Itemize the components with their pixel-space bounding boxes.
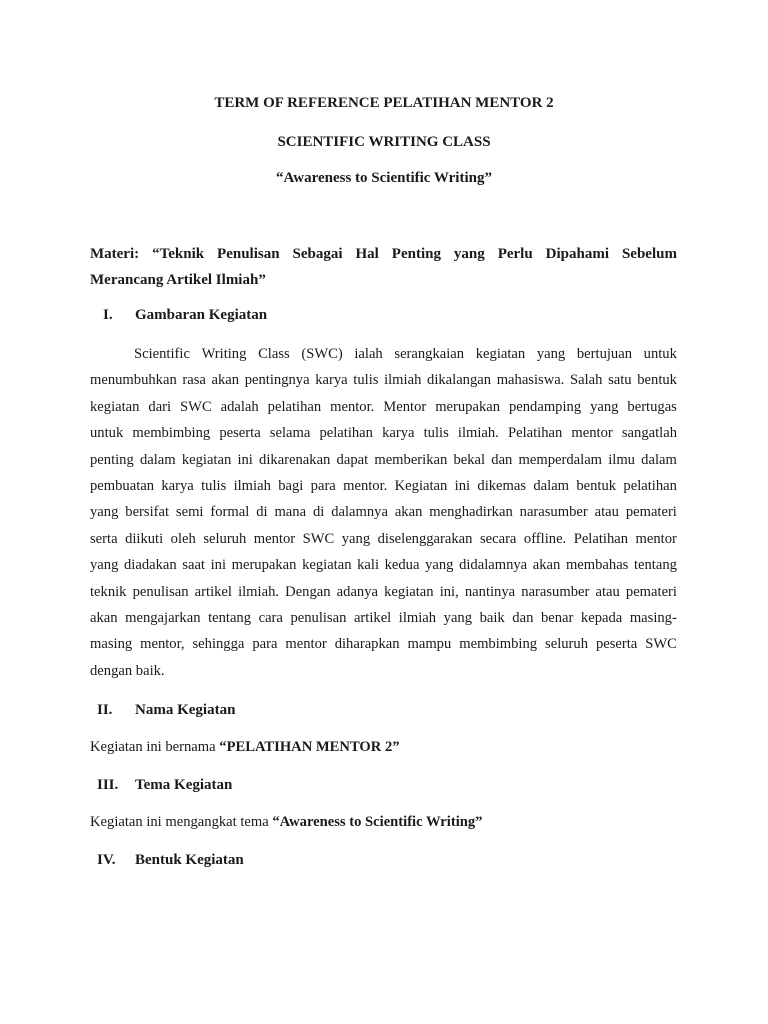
paragraph-line: teknik penulisan artikel ilmiah. Dengan adanya kegiatan ini, nantinya narasumber atau pemateri <box>90 583 677 600</box>
section-title: Tema Kegiatan <box>135 777 233 793</box>
materi-word: Penting <box>391 246 441 262</box>
section-title: Bentuk Kegiatan <box>135 852 244 868</box>
paragraph-line: serta diikuti oleh seluruh mentor SWC yang diselenggarakan secara offline. Pelatihan mentor <box>90 530 677 547</box>
paragraph-line: akan mengajarkan tentang cara penulisan artikel ilmiah yang baik dan benar kepada masing- <box>90 609 677 626</box>
tema-kegiatan-text <box>90 812 482 832</box>
materi-label: Materi: <box>90 246 140 262</box>
tema-prefix: Kegiatan ini mengangkat tema <box>90 814 273 830</box>
paragraph-line: kegiatan dari SWC adalah pelatihan mentor. Mentor merupakan pendamping yang bertugas <box>90 398 677 415</box>
document-tagline: “Awareness to Scientific Writing” <box>276 170 492 186</box>
materi-word: Hal <box>355 246 379 262</box>
paragraph-line: penting dalam kegiatan ini dikarenakan dapat memberikan bekal dan memperdalam ilmu dalam <box>90 451 677 468</box>
document-subtitle: SCIENTIFIC WRITING CLASS <box>277 134 491 150</box>
section-title: Gambaran Kegiatan <box>135 307 268 323</box>
paragraph-line: untuk membimbing peserta selama pelatihan karya tulis ilmiah. Pelatihan mentor sangatlah <box>90 425 677 442</box>
materi-line-2: Merancang Artikel Ilmiah” <box>90 272 266 288</box>
paragraph-line: Scientific Writing Class (SWC) ialah serangkaian kegiatan yang bertujuan untuk <box>134 346 677 362</box>
section-number: II. <box>97 702 113 718</box>
section-number: I. <box>103 307 113 323</box>
section-heading-tema <box>97 775 232 795</box>
materi-block <box>90 241 677 293</box>
paragraph-line: dengan baik. <box>90 662 165 679</box>
section-number: IV. <box>97 852 116 868</box>
paragraph-line: yang diadakan saat ini merupakan kegiatan kali kedua yang didalamnya akan membahas tentang <box>90 557 677 574</box>
section-title: Nama Kegiatan <box>135 702 236 718</box>
materi-word: Sebagai <box>292 246 343 262</box>
section-heading-nama <box>97 700 235 720</box>
materi-word: Sebelum <box>621 246 677 262</box>
materi-word: “Teknik <box>152 246 205 262</box>
paragraph-line: menumbuhkan rasa akan pentingnya karya tulis ilmiah dikalangan mahasiswa. Salah satu bentuk <box>90 372 677 389</box>
paragraph-line: masing mentor, sehingga para mentor diharapkan mampu membimbing seluruh peserta SWC <box>90 636 677 653</box>
materi-word: Penulisan <box>217 246 280 262</box>
nama-value: “PELATIHAN MENTOR 2” <box>219 739 400 755</box>
paragraph-line: yang bersifat semi formal di mana di dalamnya akan menghadirkan narasumber atau pemateri <box>90 504 677 521</box>
document-title: TERM OF REFERENCE PELATIHAN MENTOR 2 <box>214 95 554 111</box>
paragraph-line: pembuatan karya tulis ilmiah bagi para mentor. Kegiatan ini dikemas dalam bentuk pelatihan <box>90 477 677 494</box>
materi-word: yang <box>453 246 485 262</box>
materi-word: Dipahami <box>545 246 610 262</box>
materi-line-1 <box>90 241 677 267</box>
section-heading-gambaran <box>103 305 267 325</box>
nama-prefix: Kegiatan ini bernama <box>90 739 220 755</box>
tema-value: “Awareness to Scientific Writing” <box>272 814 483 830</box>
gambaran-paragraph <box>90 341 677 684</box>
materi-word: Perlu <box>497 246 533 262</box>
section-number: III. <box>97 777 119 793</box>
section-heading-bentuk <box>97 850 244 870</box>
nama-kegiatan-text <box>90 737 400 757</box>
